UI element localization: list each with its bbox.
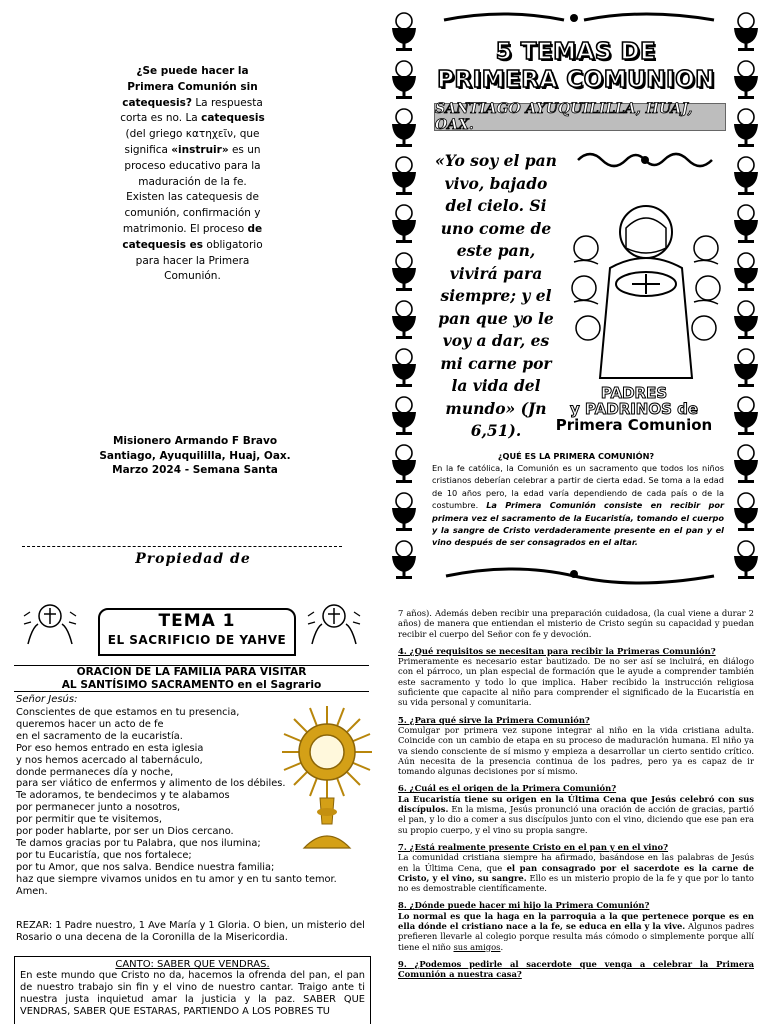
signature-name: Misionero Armando F Bravo: [112, 435, 278, 447]
faq-question: 4. ¿Qué requisitos se necesitan para recibir la Primeras Comunión?: [398, 645, 716, 656]
prayer-line: Por eso hemos entrado en esta iglesia: [16, 742, 204, 754]
intro-answer: La respuesta corta es no. La: [120, 96, 263, 125]
faq-question: 7. ¿Está realmente presente Cristo en el pan y en el vino?: [398, 841, 669, 852]
signature-place: Santiago, Ayuquililla, Huaj, Oax.: [99, 449, 291, 462]
faq-item-9: [398, 959, 754, 980]
oracion-line1: ORACIÓN DE LA FAMILIA PARA VISITAR: [76, 666, 307, 678]
faq-answer: [398, 852, 754, 893]
faq-question: 9. ¿Podemos pedirle al sacerdote que venga a celebrar la Primera Comunión a nuestra casa?: [398, 958, 754, 980]
prayer-line: y nos hemos acercado al tabernáculo,: [16, 754, 203, 766]
oracion-heading: [14, 665, 369, 692]
faq-item-8: [398, 900, 754, 951]
ornament-swirl: [570, 144, 720, 176]
prayer-line: en el sacramento de la eucaristía.: [16, 730, 183, 742]
faq-item-4: [398, 646, 754, 708]
faq-answer-text: Algunos padres prefieren llevarle al colegio porque resulta más cómodo o simplemente porque allí tiene el niño: [398, 921, 755, 952]
prayer-line: por poder hablarte, por ser un Dios cercano.: [16, 826, 234, 838]
intro-de-catequesis: de catequesis es: [122, 222, 263, 251]
faq-answer-text: La comunidad cristiana siempre ha afirmado, basándose en las palabras de Jesús en la Última Cena, que: [398, 852, 754, 873]
canto-title: CANTO: SABER QUE VENDRAS.: [115, 959, 270, 970]
info-body-text: En la fe católica, la Comunión es un sacramento que todos los niños cristianos deberían celebrar a partir de cierta edad. Se toma a la edad de 10 años pero, la edad varía dependiendo de cada país o de la costumbre.: [432, 463, 724, 511]
faq-question: 6. ¿Cuál es el origen de la Primera Comunión?: [398, 783, 617, 794]
padres-line3: Primera Comunion: [555, 416, 713, 434]
padres-heading: [534, 385, 734, 433]
last-supper-illustration: [570, 188, 722, 380]
canto-box: [14, 956, 371, 1024]
prayer-line: por permanecer junto a nosotros,: [16, 802, 181, 814]
faq-question: 8. ¿Dónde puede hacer mi hijo la Primera Comunión?: [398, 900, 650, 911]
monstrance-illustration: [282, 702, 372, 852]
faq-answer-bold: Lo normal es que la haga en la parroquia a la que pertenece porque es en ella dónde el cristiano nace a la fe, se educa en ella y la vive.: [398, 910, 754, 932]
prayer-line: Conscientes de que estamos en tu presencia,: [16, 707, 240, 718]
prayer-line: Amen.: [16, 885, 48, 897]
tema-subtitle: EL SACRIFICIO DE YAHVE: [107, 633, 287, 647]
info-title: ¿QUÉ ES LA PRIMERA COMUNIÓN?: [497, 451, 655, 461]
divider: [14, 691, 369, 692]
cover-title-line1: 5 TEMAS DE: [495, 39, 657, 65]
signature-date: Marzo 2024 - Semana Santa: [112, 464, 278, 476]
cover-title: [424, 38, 728, 94]
intro-question: ¿Se puede hacer la Primera Comunión sin catequesis?: [122, 65, 258, 109]
faq-answer-bold: el pan consagrado por el sacerdote es la carne de Cristo, y el vino, su sangre.: [398, 862, 754, 883]
signature-block: [50, 434, 340, 478]
faq-answer-text: Ello es un misterio propio de la fe y que por lo tanto no es demostrable científicamente.: [398, 872, 754, 894]
padres-line2: y PADRINOS de: [569, 400, 699, 418]
intro-greek: (del griego κατηχεῖν, que significa: [124, 128, 260, 156]
rezar-instructions: REZAR: 1 Padre nuestro, 1 Ave María y 1 Gloria. O bien, un misterio del Rosario o una decena de la Coronilla de la Misericordia.: [16, 920, 365, 943]
canto-lyrics: En este mundo que Cristo no da, hacemos la ofrenda del pan, el pan de nuestro trabajo sin fin y el vino de nuestro cantar. Traigo ante ti nuestra justa inquietud amar la justicia y la paz. SABER QUE VENDRAS, SABER QUE ESTARAS, PARTIENDO A LOS POBRES TU: [20, 970, 365, 1017]
faq-answer: Lo normal es que la haga en la parroquia a la que pertenece porque es en ella dónde el cristiano nace a la fe, se educa en ella y la vive. Algunos padres prefieren llevarle al colegio porque resulta más cómodo o simplemente porque allí tiene el niño sus amigos.: [398, 910, 755, 952]
padres-line1: PADRES: [600, 384, 668, 402]
faq-item-6: [398, 783, 754, 834]
prayer-line: Te damos gracias por tu Palabra, que nos ilumina;: [16, 837, 261, 849]
prayer-line: donde permaneces día y noche,: [16, 766, 174, 778]
faq-question: 5. ¿Para qué sirve la Primera Comunión?: [398, 714, 590, 725]
faq-answer-text: En la misma, Jesús pronunció una oración de acción de gracias, partió el pan, y lo dio a comer a sus discípulos junto con el vino, diciendo que ese pan era su propio cuerpo, y el vino su propia sangre.: [398, 804, 754, 835]
prayer-line: haz que siempre vivamos unidos en tu amor y en tu santo temor.: [16, 873, 337, 885]
faq-continuation: 7 años). Además deben recibir una preparación cuidadosa, (la cual viene a durar 2 años) de manera que entiendan el misterio de Cristo según su capacidad y puedan recibir el cuerpo del Señor con fe y devoción.: [398, 608, 754, 639]
intro-text: [120, 64, 265, 285]
cover-title-line2: PRIMERA COMUNION: [437, 67, 715, 93]
location-banner: SANTIAGO AYUQUILILLA, HUAJ, OAX.: [434, 103, 726, 131]
prayer-line: para ser viático de enfermos y alimento de los débiles.: [16, 778, 286, 790]
faq-answer-underlined: sus amigos: [453, 941, 501, 952]
faq-panel: [384, 592, 768, 1024]
prayer-line: por permitir que te visitemos,: [16, 814, 162, 826]
tema-heading: [98, 608, 296, 656]
prayer-line: queremos hacer un acto de fe: [16, 718, 164, 730]
praying-hands-icon: [306, 598, 362, 650]
owner-line: [22, 546, 342, 547]
praying-hands-icon: [22, 598, 78, 650]
faq-answer-bold: La Eucaristía tiene su origen en la Última Cena que Jesús celebró con sus discípulos.: [398, 793, 754, 815]
info-body-emph: La Primera Comunión consiste en recibir por primera vez el sacramento de la Eucaristía, tomando el cuerpo y la sangre de Cristo verdaderamente presente en el pan y el vino después de ser consagrados en el altar.: [432, 500, 724, 548]
intro-catequesis: catequesis: [201, 112, 265, 125]
intro-process: es un proceso educativo para la maduración de la fe. Existen las catequesis de comunión, confirmación y matrimonio. El proceso: [122, 143, 261, 235]
faq-answer: Comulgar por primera vez supone integrar al niño en la vida cristiana adulta. Coincide con un cambio de etapa en su proceso de maduración humana. El niño ya va siendo consciente de sí mismo y empieza a desarrollar un cierto sentido crítico. Aún necesita de la presencia continua de los padres, pero ya es capaz de ir tomando algunas decisiones por sí mismo.: [398, 724, 754, 777]
tema-1-panel: [0, 592, 384, 1024]
tema-number: TEMA 1: [158, 611, 236, 631]
faq-item-7: [398, 842, 754, 893]
intro-panel: [0, 0, 384, 592]
intro-instruir: «instruir»: [171, 143, 229, 156]
faq-answer: Primeramente es necesario estar bautizado. De no ser así se incluirá, en diálogo con el párroco, un plan especial de formación que le ayude a comprender también este sacramento y todo lo que implica. Haber recibido la instrucción religiosa suficiente que capacite al niño para comprender el significado de la Eucaristía en su vida personal y comunitaria.: [398, 656, 754, 708]
faq-answer: [398, 794, 754, 835]
prayer-salutation: Señor Jesús:: [16, 694, 78, 705]
faq-item-5: [398, 715, 754, 777]
cover-panel: [384, 0, 768, 592]
propiedad-label: Propiedad de: [135, 551, 251, 567]
info-body: [432, 462, 724, 549]
bible-quote: «Yo soy el pan vivo, bajado del cielo. Si uno come de este pan, vivirá para siempre; y el pan que yo le voy a dar, es mi carne por la vida del mundo» (Jn 6,51).: [435, 151, 557, 440]
prayer-line: por tu Amor, que nos salva. Bendice nuestra familia;: [16, 861, 275, 873]
intro-obligatorio: obligatorio para hacer la Primera Comunión.: [135, 238, 263, 283]
prayer-line: Te adoramos, te bendecimos y te alabamos: [16, 790, 230, 802]
prayer-line: por tu Eucaristía, que nos fortalece;: [16, 849, 192, 861]
oracion-line2: AL SANTÍSIMO SACRAMENTO en el Sagrario: [61, 679, 322, 691]
faq-content: [398, 608, 754, 980]
